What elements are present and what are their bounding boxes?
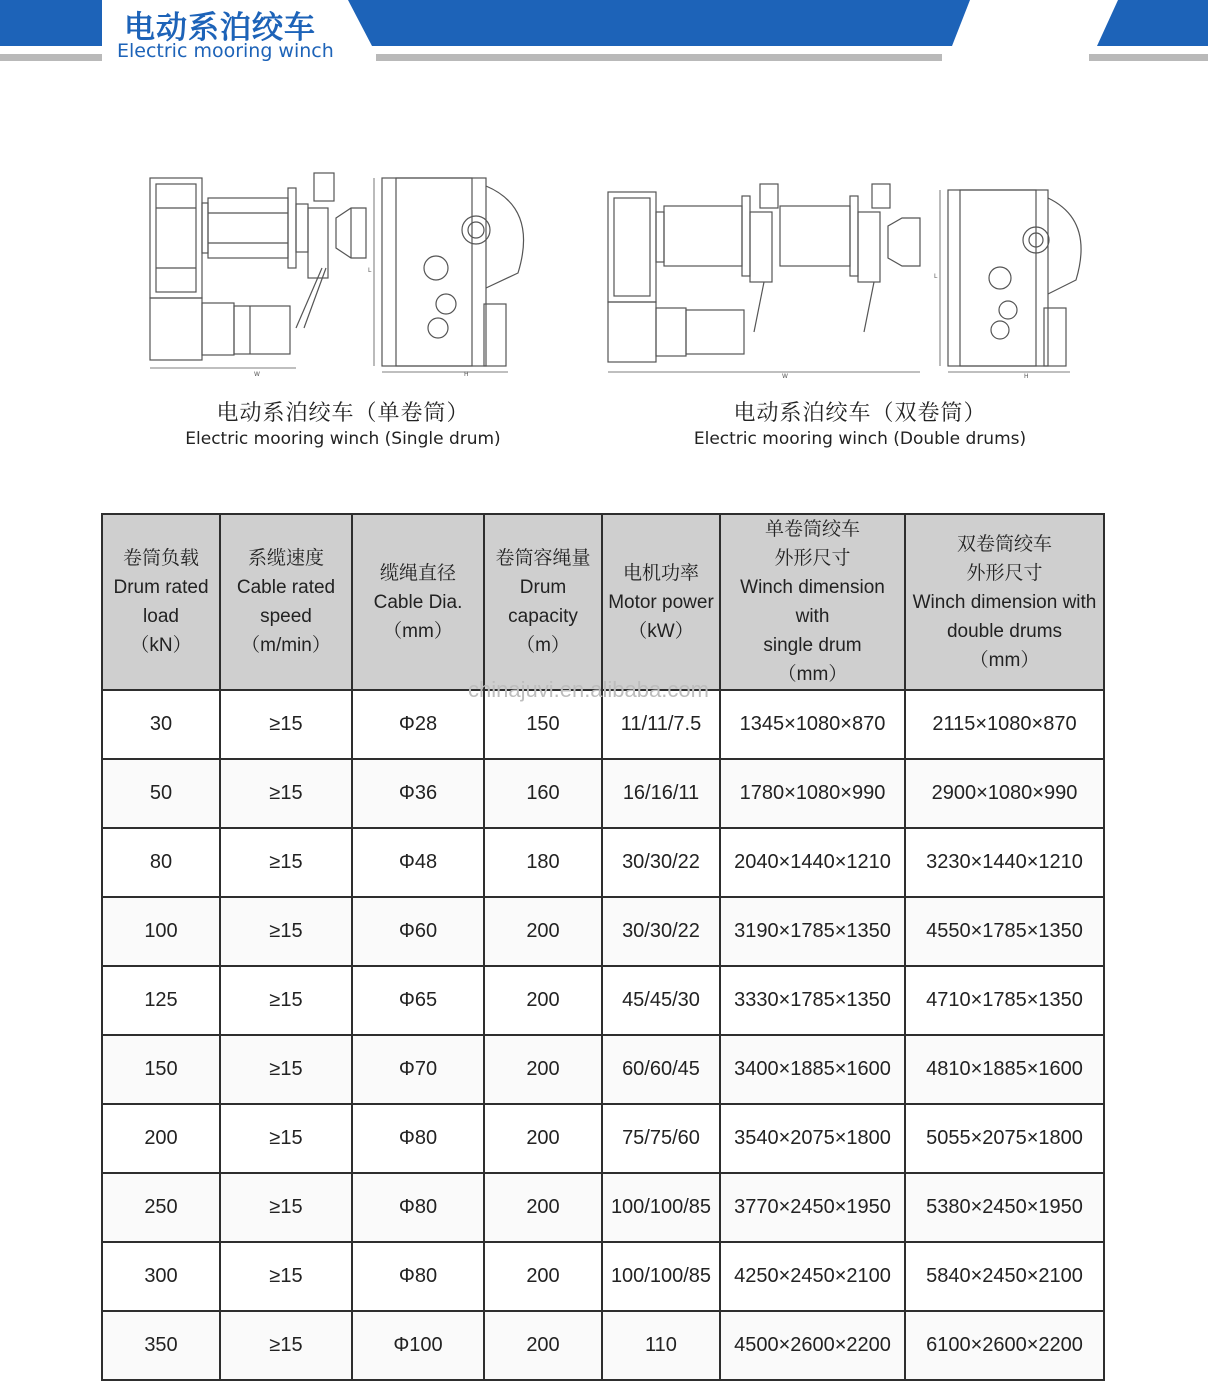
table-cell: 250 (102, 1173, 220, 1242)
table-cell: 3400×1885×1600 (720, 1035, 905, 1104)
table-cell: ≥15 (220, 1035, 352, 1104)
table-cell: 2115×1080×870 (905, 690, 1104, 759)
table-cell: Φ36 (352, 759, 484, 828)
table-row (102, 759, 1104, 828)
page-title-en: Electric mooring winch (117, 40, 334, 62)
drum-2 (780, 206, 850, 266)
table-cell: 100/100/85 (602, 1173, 720, 1242)
header-cable-dia: 缆绳直径 Cable Dia. （mm） (352, 514, 484, 690)
header-drum-capacity: 卷筒容绳量 Drum capacity （m） (484, 514, 602, 690)
table-cell: 100 (102, 897, 220, 966)
table-cell: 200 (484, 966, 602, 1035)
table-cell: ≥15 (220, 1104, 352, 1173)
specification-table (101, 513, 1105, 1381)
table-cell: 3190×1785×1350 (720, 897, 905, 966)
table-cell: 45/45/30 (602, 966, 720, 1035)
single-drum-drawing (146, 168, 546, 378)
motor-housing (150, 178, 202, 298)
table-row (102, 1311, 1104, 1380)
table-row (102, 1035, 1104, 1104)
table-cell: 6100×2600×2200 (905, 1311, 1104, 1380)
table-cell: Φ100 (352, 1311, 484, 1380)
table-cell: 4250×2450×2100 (720, 1242, 905, 1311)
table-cell: 200 (484, 897, 602, 966)
table-cell: 200 (484, 1035, 602, 1104)
table-cell: 200 (484, 1104, 602, 1173)
table-cell: 125 (102, 966, 220, 1035)
table-cell: ≥15 (220, 759, 352, 828)
table-cell: ≥15 (220, 828, 352, 897)
table-cell: 300 (102, 1242, 220, 1311)
dim-l-label: L (934, 273, 938, 280)
table-cell: Φ70 (352, 1035, 484, 1104)
header-banner (0, 0, 1208, 70)
dim-w-label: W (782, 373, 788, 380)
caption-en: Electric mooring winch (Single drum) (185, 429, 501, 449)
single-drum-caption (148, 396, 538, 449)
table-cell: ≥15 (220, 1173, 352, 1242)
table-cell: 3540×2075×1800 (720, 1104, 905, 1173)
table-cell: Φ80 (352, 1104, 484, 1173)
table-row (102, 897, 1104, 966)
dim-h-label: H (464, 371, 469, 378)
page-title-cn: 电动系泊绞车 (124, 10, 316, 46)
table-cell: ≥15 (220, 1311, 352, 1380)
table-cell: 2900×1080×990 (905, 759, 1104, 828)
table-cell: 5055×2075×1800 (905, 1104, 1104, 1173)
caption-cn: 电动系泊绞车（双卷筒） (733, 401, 987, 426)
table-cell: 110 (602, 1311, 720, 1380)
table-cell: ≥15 (220, 690, 352, 759)
table-cell: ≥15 (220, 966, 352, 1035)
table-cell: 150 (102, 1035, 220, 1104)
table-cell: 4500×2600×2200 (720, 1311, 905, 1380)
table-cell: 350 (102, 1311, 220, 1380)
table-cell: 200 (484, 1173, 602, 1242)
table-cell: Φ60 (352, 897, 484, 966)
dim-l-label: L (368, 267, 372, 274)
table-cell: 3230×1440×1210 (905, 828, 1104, 897)
table-cell: 50 (102, 759, 220, 828)
table-cell: 100/100/85 (602, 1242, 720, 1311)
table-cell: Φ48 (352, 828, 484, 897)
table-cell: 4550×1785×1350 (905, 897, 1104, 966)
table-cell: 1345×1080×870 (720, 690, 905, 759)
double-drum-caption (664, 396, 1056, 449)
drum-1 (664, 206, 742, 266)
double-drum-drawing (604, 182, 1094, 382)
table-row (102, 828, 1104, 897)
table-cell: Φ28 (352, 690, 484, 759)
table-cell: 30/30/22 (602, 897, 720, 966)
header-motor-power: 电机功率 Motor power （kW） (602, 514, 720, 690)
table-cell: 60/60/45 (602, 1035, 720, 1104)
table-cell: 1780×1080×990 (720, 759, 905, 828)
header-cable-speed: 系缆速度 Cable rated speed （m/min） (220, 514, 352, 690)
caption-en: Electric mooring winch (Double drums) (693, 429, 1027, 449)
table-row (102, 966, 1104, 1035)
table-cell: Φ80 (352, 1173, 484, 1242)
table-cell: 160 (484, 759, 602, 828)
table-cell: 200 (102, 1104, 220, 1173)
table-cell: ≥15 (220, 1242, 352, 1311)
table-cell: 5380×2450×1950 (905, 1173, 1104, 1242)
table-cell: ≥15 (220, 897, 352, 966)
table-cell: 75/75/60 (602, 1104, 720, 1173)
table-cell: 11/11/7.5 (602, 690, 720, 759)
table-cell: 2040×1440×1210 (720, 828, 905, 897)
table-row (102, 1242, 1104, 1311)
dim-h-label: H (1024, 373, 1029, 380)
table-row (102, 1104, 1104, 1173)
watermark-text: chinajuvi.en.alibaba.com (468, 677, 709, 702)
table-cell: 4810×1885×1600 (905, 1035, 1104, 1104)
header-drum-load: 卷筒负载 Drum rated load （kN） (102, 514, 220, 690)
table-cell: Φ65 (352, 966, 484, 1035)
dim-w-label: W (254, 371, 260, 378)
table-cell: 30 (102, 690, 220, 759)
table-cell: Φ80 (352, 1242, 484, 1311)
table-cell: 150 (484, 690, 602, 759)
header-double-drum-dimension: 双卷筒绞车 外形尺寸 Winch dimension with double drums （mm） (905, 514, 1104, 690)
table-cell: 3330×1785×1350 (720, 966, 905, 1035)
table-header-row (102, 514, 1104, 690)
table-cell: 5840×2450×2100 (905, 1242, 1104, 1311)
table-cell: 16/16/11 (602, 759, 720, 828)
header-single-drum-dimension: 单卷筒绞车 外形尺寸 Winch dimension with single drum （mm） (720, 514, 905, 690)
table-cell: 200 (484, 1242, 602, 1311)
table-row (102, 1173, 1104, 1242)
table-cell: 180 (484, 828, 602, 897)
table-cell: 3770×2450×1950 (720, 1173, 905, 1242)
drum (208, 198, 288, 258)
table-body (102, 690, 1104, 1380)
table-cell: 80 (102, 828, 220, 897)
table-cell: 30/30/22 (602, 828, 720, 897)
caption-cn: 电动系泊绞车（单卷筒） (216, 401, 470, 426)
table-cell: 4710×1785×1350 (905, 966, 1104, 1035)
table-cell: 200 (484, 1311, 602, 1380)
